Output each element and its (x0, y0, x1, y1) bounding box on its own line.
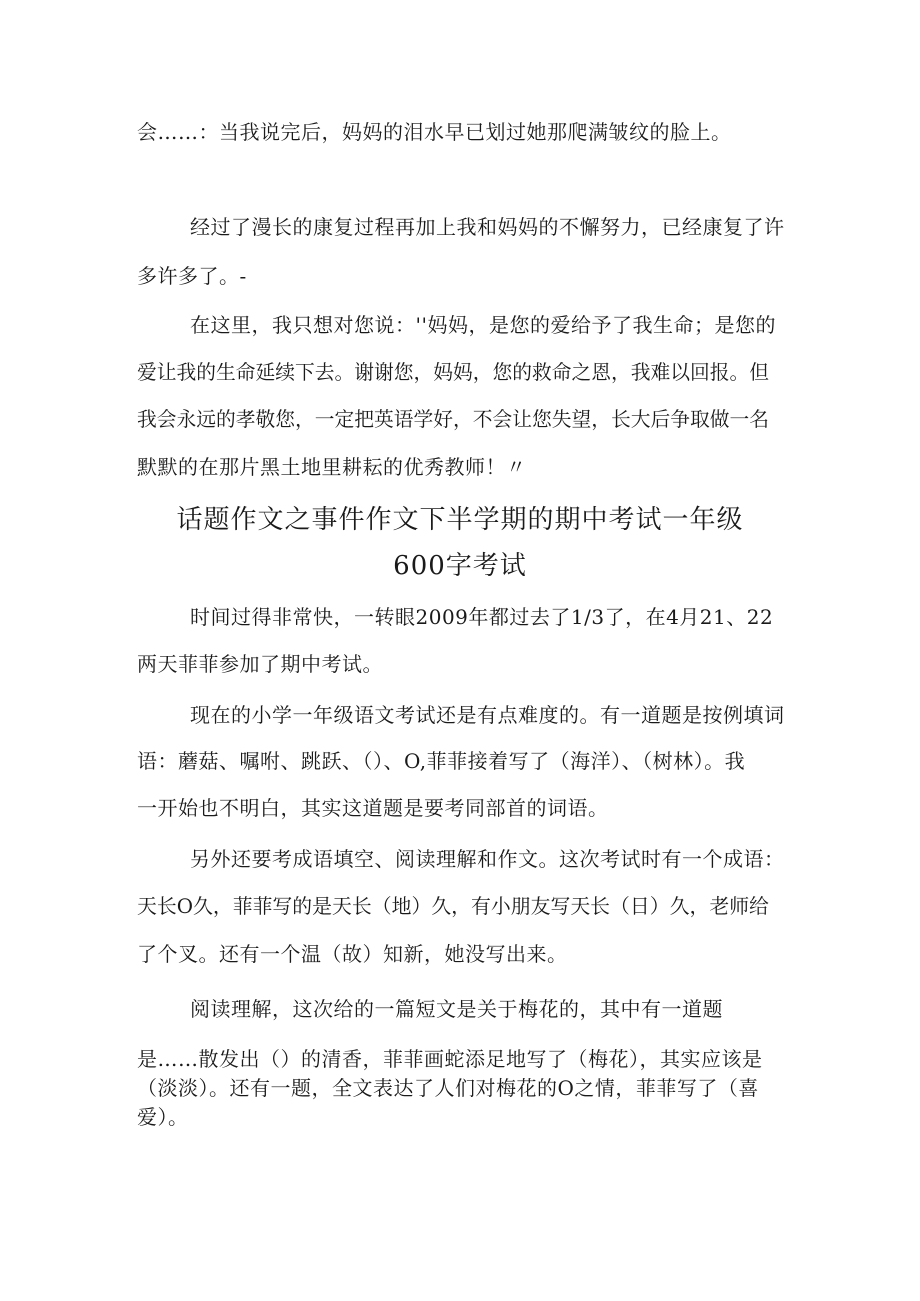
paragraph-line: 阅读理解，这次给的一篇短文是关于梅花的，其中有一道题 (190, 997, 723, 1021)
paragraph-line: 多许多了。- (137, 264, 247, 288)
paragraph-line: 经过了漫长的康复过程再加上我和妈妈的不懈努力，已经康复了许 (190, 215, 785, 239)
paragraph-line: 在这里，我只想对您说：''妈妈，是您的爱给予了我生命；是您的 (190, 313, 776, 337)
paragraph-line: 默默的在那片黑土地里耕耘的优秀教师！〃 (137, 455, 527, 479)
paragraph-line: 时间过得非常快，一转眼2009年都过去了1/3了，在4月21、22 (190, 605, 774, 629)
paragraph-line: 语：蘑菇、嘱咐、跳跃、（）、O,菲菲接着写了（海洋）、（树林）。我 (137, 749, 746, 773)
paragraph-line: （淡淡）。还有一题，全文表达了人们对梅花的O之情，菲菲写了（喜 (137, 1076, 759, 1100)
paragraph-line: 两天菲菲参加了期中考试。 (137, 652, 383, 676)
paragraph-line: 会……：当我说完后，妈妈的泪水早已划过她那爬满皱纹的脸上。 (137, 120, 732, 144)
paragraph-line: 是……散发出（）的清香，菲菲画蛇添足地写了（梅花），其实应该是 (137, 1047, 763, 1071)
article-title: 话题作文之事件作文下半学期的期中考试一年级 (176, 505, 744, 535)
paragraph-line: 我会永远的孝敬您，一定把英语学好，不会让您失望，长大后争取做一名 (137, 408, 770, 431)
paragraph-line: 另外还要考成语填空、阅读理解和作文。这次考试时有一个成语： (190, 847, 785, 871)
paragraph-line: 天长O久，菲菲写的是天长（地）久，有小朋友写天长（日）久，老师给 (137, 895, 769, 918)
paragraph-line: 一开始也不明白，其实这道题是要考同部首的词语。 (137, 796, 609, 820)
paragraph-line: 爱让我的生命延续下去。谢谢您，妈妈，您的救命之恩，我难以回报。但 (137, 361, 770, 384)
paragraph-line: 爱）。 (137, 1105, 189, 1129)
paragraph-line: 现在的小学一年级语文考试还是有点难度的。有一道题是按例填词 (190, 703, 785, 727)
paragraph-line: 了个叉。还有一个温（故）知新，她没写出来。 (137, 942, 568, 966)
article-title-continued: 600字考试 (393, 551, 527, 581)
